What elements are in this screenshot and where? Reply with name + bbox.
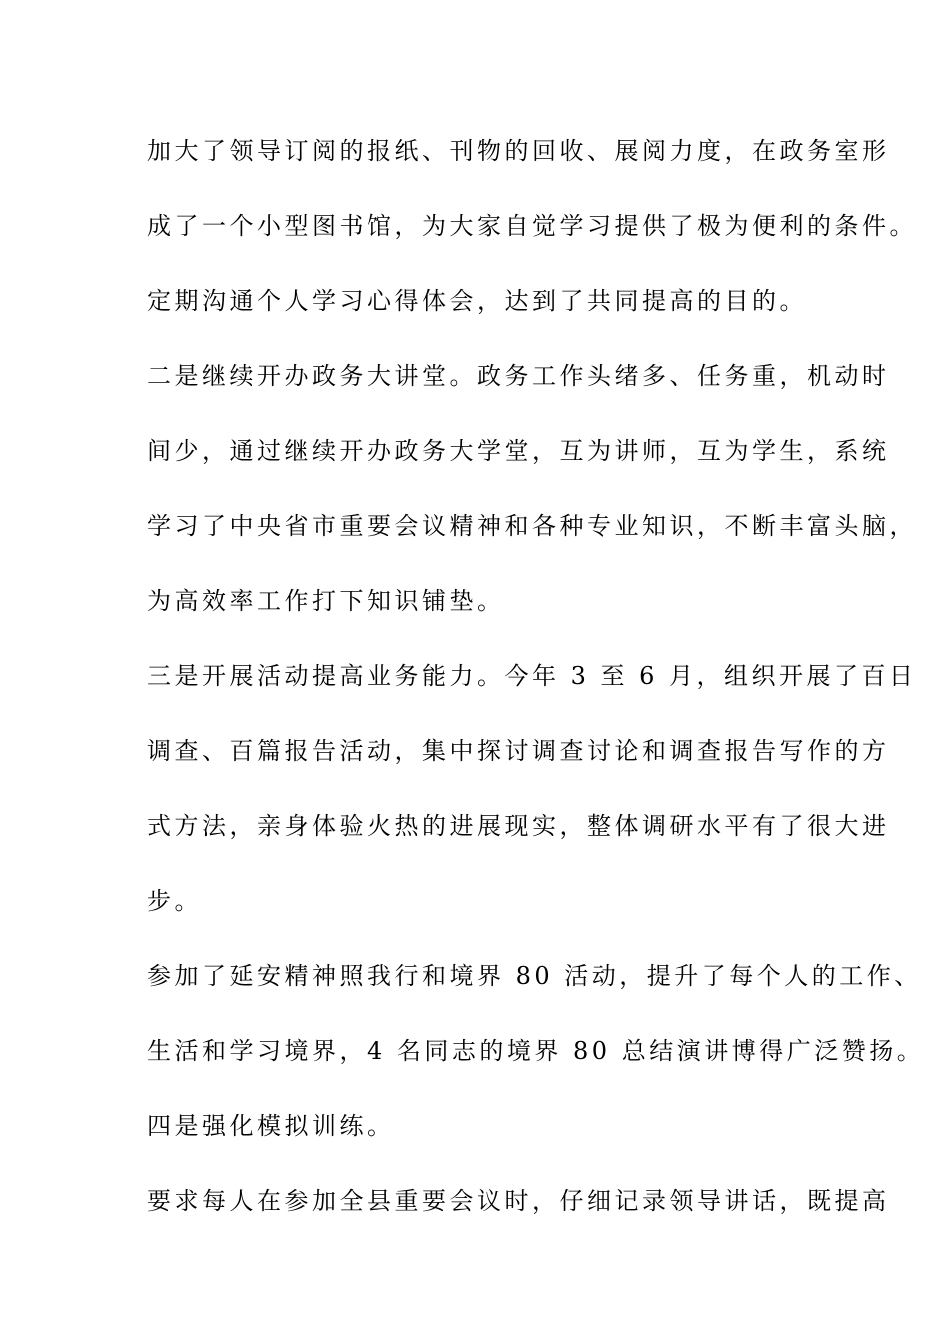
text-line: 要求每人在参加全县重要会议时，仔细记录领导讲话，既提高 bbox=[147, 1187, 890, 1215]
text-line: 二是继续开办政务大讲堂。政务工作头绪多、任务重，机动时 bbox=[147, 362, 890, 390]
text-line: 成了一个小型图书馆，为大家自觉学习提供了极为便利的条件。 bbox=[147, 212, 917, 240]
text-line: 加大了领导订阅的报纸、刊物的回收、展阅力度，在政务室形 bbox=[147, 137, 890, 165]
text-line: 步。 bbox=[147, 887, 202, 915]
text-line: 式方法，亲身体验火热的进展现实，整体调研水平有了很大进 bbox=[147, 812, 890, 840]
text-line: 参加了延安精神照我行和境界 80 活动，提升了每个人的工作、 bbox=[147, 962, 922, 990]
text-line: 生活和学习境界，4 名同志的境界 80 总结演讲博得广泛赞扬。 bbox=[147, 1037, 925, 1065]
text-line: 定期沟通个人学习心得体会，达到了共同提高的目的。 bbox=[147, 287, 807, 315]
text-line: 为高效率工作打下知识铺垫。 bbox=[147, 587, 505, 615]
text-line: 三是开展活动提高业务能力。今年 3 至 6 月，组织开展了百日 bbox=[147, 662, 917, 690]
text-line: 四是强化模拟训练。 bbox=[147, 1112, 395, 1140]
text-line: 学习了中央省市重要会议精神和各种专业知识，不断丰富头脑， bbox=[147, 512, 917, 540]
text-line: 间少，通过继续开办政务大学堂，互为讲师，互为学生，系统 bbox=[147, 437, 890, 465]
text-line: 调查、百篇报告活动，集中探讨调查讨论和调查报告写作的方 bbox=[147, 737, 890, 765]
